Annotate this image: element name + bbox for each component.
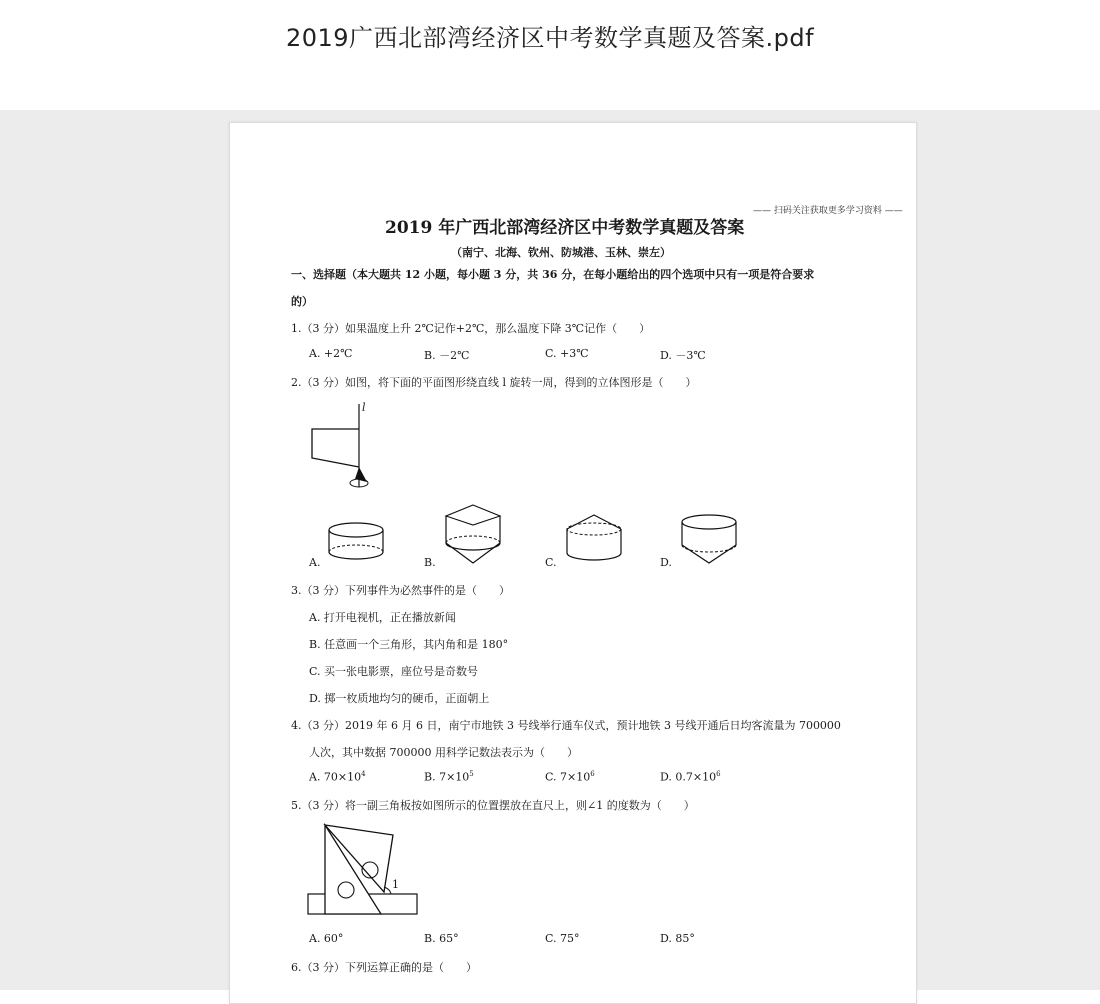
q3-option-d: D. 掷一枚质地均匀的硬币，正面朝上 — [309, 692, 490, 705]
q2-option-d-solid — [680, 513, 738, 569]
q2-stem: 2.（3 分）如图，将下面的平面图形绕直线 l 旋转一周，得到的立体图形是（ ） — [291, 376, 697, 389]
q5-stem: 5.（3 分）将一副三角板按如图所示的位置摆放在直尺上，则∠1 的度数为（ ） — [291, 799, 695, 812]
q1-option-d: D. －3℃ — [660, 349, 706, 362]
q3-option-a: A. 打开电视机，正在播放新闻 — [309, 611, 456, 624]
q2-option-b-label: B. — [424, 556, 436, 569]
q4-stem-line1: 4.（3 分）2019 年 6 月 6 日，南宁市地铁 3 号线举行通车仪式，预计地铁 3 号线开通后日均客流量为 700000 — [291, 719, 841, 732]
q3-option-c: C. 买一张电影票，座位号是奇数号 — [309, 665, 479, 678]
q5-option-c: C. 75° — [545, 932, 580, 945]
section-heading-line1: 一、选择题（本大题共 12 小题，每小题 3 分，共 36 分，在每小题给出的四个选项中只有一项是符合要求 — [291, 268, 815, 281]
q1-option-a: A. +2℃ — [309, 347, 353, 360]
q3-stem: 3.（3 分）下列事件为必然事件的是（ ） — [291, 584, 510, 597]
q1-option-c: C. +3℃ — [545, 347, 589, 360]
q2-option-c-solid — [565, 513, 623, 563]
q5-angle-label: 1 — [392, 878, 399, 891]
q2-option-a-label: A. — [309, 556, 321, 569]
q4-option-b: B. $7\times 10^5$ — [424, 770, 474, 784]
q4-option-a: A. $70\times 10^4$ — [309, 770, 366, 784]
q5-triangle-ruler-figure — [306, 823, 421, 918]
q4-option-c: C. $7\times 10^6$ — [545, 770, 595, 784]
q2-axis-label: l — [362, 401, 366, 414]
q6-stem: 6.（3 分）下列运算正确的是（ ） — [291, 961, 477, 974]
q2-option-d-label: D. — [660, 556, 672, 569]
q4-stem-line2: 人次，其中数据 700000 用科学记数法表示为（ ） — [309, 746, 578, 759]
paper-title: 2019 年广西北部湾经济区中考数学真题及答案 — [385, 218, 745, 238]
pdf-page — [229, 122, 917, 1004]
q5-option-d: D. 85° — [660, 932, 695, 945]
q2-option-b-solid — [444, 503, 502, 569]
q1-option-b: B. －2℃ — [424, 349, 470, 362]
scan-note: —— 扫码关注获取更多学习资料 —— — [753, 206, 903, 216]
section-heading-line2: 的） — [291, 295, 313, 308]
q3-option-b: B. 任意画一个三角形，其内角和是 180° — [309, 638, 509, 651]
q2-option-c-label: C. — [545, 556, 557, 569]
top-bar — [0, 0, 1100, 110]
q1-stem: 1.（3 分）如果温度上升 2℃记作+2℃，那么温度下降 3℃记作（ ） — [291, 322, 651, 335]
q2-option-a-cylinder — [327, 520, 385, 564]
document-title: 2019广西北部湾经济区中考数学真题及答案.pdf — [285, 24, 815, 52]
q4-option-d: D. $0.7\times 10^6$ — [660, 770, 721, 784]
q5-option-b: B. 65° — [424, 932, 459, 945]
q5-option-a: A. 60° — [309, 932, 344, 945]
paper-subtitle: （南宁、北海、钦州、防城港、玉林、崇左） — [451, 246, 671, 259]
